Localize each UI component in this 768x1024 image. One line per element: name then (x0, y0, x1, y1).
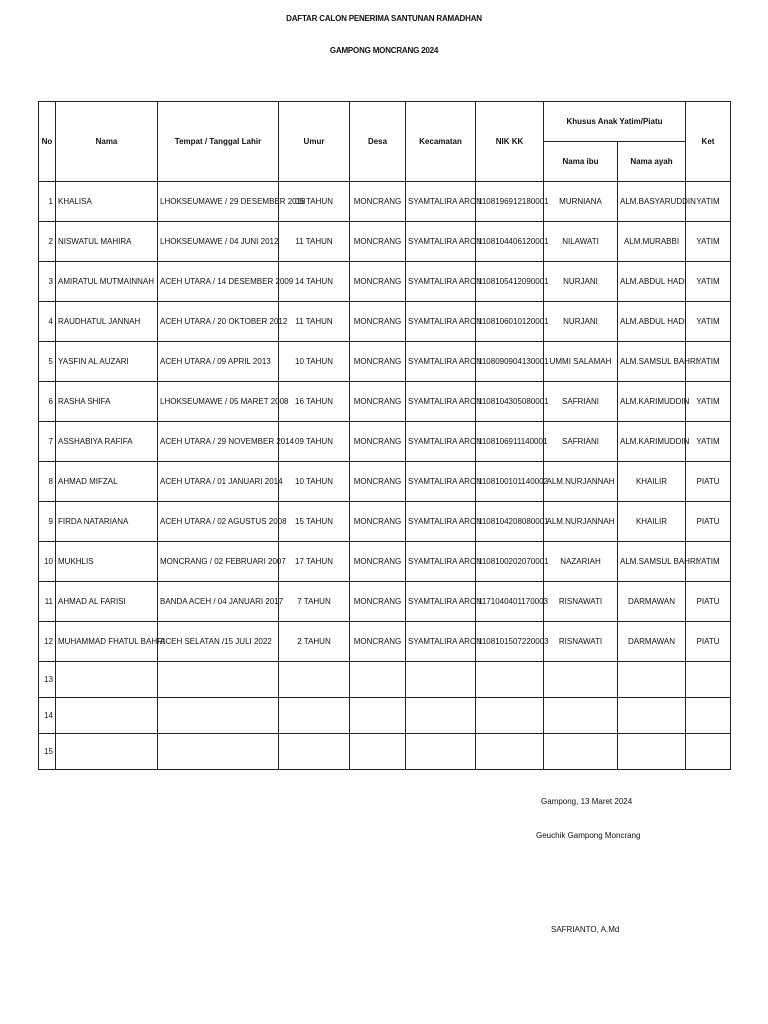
cell-desa: MONCRANG (350, 462, 406, 502)
cell-ttl: ACEH UTARA / 14 DESEMBER 2009 (158, 262, 279, 302)
table-row (39, 182, 731, 222)
cell-ibu (544, 734, 618, 770)
cell-kecamatan: SYAMTALIRA ARON (406, 262, 476, 302)
cell-kecamatan: SYAMTALIRA ARON (406, 422, 476, 462)
column-header-no: No (39, 102, 56, 182)
table-row (39, 462, 731, 502)
table-row (39, 582, 731, 622)
cell-desa: MONCRANG (350, 382, 406, 422)
cell-ket: YATIM (686, 302, 731, 342)
cell-ket: PIATU (686, 582, 731, 622)
table-row (39, 222, 731, 262)
cell-nama (56, 734, 158, 770)
cell-ibu: NILAWATI (544, 222, 618, 262)
table-row (39, 622, 731, 662)
column-header-ibu: Nama ibu (544, 142, 618, 182)
cell-nik: 1108100101140002 (476, 462, 544, 502)
cell-kecamatan: SYAMTALIRA ARON (406, 382, 476, 422)
cell-nik: 1108104208080001 (476, 502, 544, 542)
cell-ibu: RISNAWATI (544, 622, 618, 662)
cell-nik: 1108104305080001 (476, 382, 544, 422)
cell-ayah: ALM.KARIMUDDIN (618, 382, 686, 422)
cell-ket (686, 698, 731, 734)
cell-ibu: NAZARIAH (544, 542, 618, 582)
cell-ttl: LHOKSEUMAWE / 29 DESEMBER 2018 (158, 182, 279, 222)
cell-nik: 1108105412090001 (476, 262, 544, 302)
cell-no: 4 (39, 302, 56, 342)
cell-ket: PIATU (686, 502, 731, 542)
cell-nama: YASFIN AL AUZARI (56, 342, 158, 382)
cell-kecamatan: SYAMTALIRA ARON (406, 582, 476, 622)
cell-desa (350, 662, 406, 698)
cell-ayah: KHAILIR (618, 502, 686, 542)
cell-ibu (544, 698, 618, 734)
cell-ibu (544, 662, 618, 698)
cell-ket: PIATU (686, 462, 731, 502)
cell-ibu: SAFRIANI (544, 382, 618, 422)
signature-role: Geuchik Gampong Moncrang (536, 831, 641, 840)
cell-nama (56, 662, 158, 698)
column-header-desa: Desa (350, 102, 406, 182)
cell-ibu: NURJANI (544, 262, 618, 302)
cell-kecamatan (406, 698, 476, 734)
cell-nik: 1108106911140001 (476, 422, 544, 462)
column-header-ayah: Nama ayah (618, 142, 686, 182)
cell-nama: FIRDA NATARIANA (56, 502, 158, 542)
cell-kecamatan: SYAMTALIRA ARON (406, 622, 476, 662)
cell-no: 13 (39, 662, 56, 698)
table-row (39, 382, 731, 422)
cell-ttl: ACEH SELATAN /15 JULI 2022 (158, 622, 279, 662)
cell-ttl: LHOKSEUMAWE / 04 JUNI 2012 (158, 222, 279, 262)
cell-nama: AHMAD MIFZAL (56, 462, 158, 502)
cell-nama: RAUDHATUL JANNAH (56, 302, 158, 342)
cell-kecamatan: SYAMTALIRA ARON (406, 542, 476, 582)
column-header-umur: Umur (279, 102, 350, 182)
cell-ttl (158, 662, 279, 698)
cell-ket: YATIM (686, 422, 731, 462)
cell-ayah (618, 734, 686, 770)
cell-umur (279, 734, 350, 770)
table-row-empty (39, 734, 731, 770)
cell-ttl: BANDA ACEH / 04 JANUARI 2017 (158, 582, 279, 622)
document-title: DAFTAR CALON PENERIMA SANTUNAN RAMADHAN (286, 14, 482, 23)
cell-nama: KHALISA (56, 182, 158, 222)
cell-nama: ASSHABIYA RAFIFA (56, 422, 158, 462)
cell-no: 1 (39, 182, 56, 222)
cell-nik: 1108196912180001 (476, 182, 544, 222)
column-header-nama: Nama (56, 102, 158, 182)
cell-kecamatan: SYAMTALIRA ARON (406, 182, 476, 222)
column-header-khusus: Khusus Anak Yatim/Piatu (544, 102, 686, 142)
cell-ibu: MURNIANA (544, 182, 618, 222)
cell-ket: PIATU (686, 622, 731, 662)
cell-ayah (618, 698, 686, 734)
cell-kecamatan: SYAMTALIRA ARON (406, 462, 476, 502)
cell-ayah: ALM.ABDUL HADI (618, 302, 686, 342)
cell-umur: 15 TAHUN (279, 502, 350, 542)
cell-ibu: SAFRIANI (544, 422, 618, 462)
cell-desa: MONCRANG (350, 622, 406, 662)
cell-ayah: ALM.MURABBI (618, 222, 686, 262)
cell-umur: 10 TAHUN (279, 342, 350, 382)
cell-nama: AHMAD AL FARISI (56, 582, 158, 622)
cell-no: 9 (39, 502, 56, 542)
cell-ttl (158, 734, 279, 770)
cell-no: 2 (39, 222, 56, 262)
cell-ayah (618, 662, 686, 698)
cell-desa (350, 734, 406, 770)
cell-ayah: DARMAWAN (618, 582, 686, 622)
table-row (39, 302, 731, 342)
cell-ayah: DARMAWAN (618, 622, 686, 662)
cell-nama (56, 698, 158, 734)
cell-umur: 05 TAHUN (279, 182, 350, 222)
cell-nama: NISWATUL MAHIRA (56, 222, 158, 262)
cell-ttl: MONCRANG / 02 FEBRUARI 2007 (158, 542, 279, 582)
cell-desa: MONCRANG (350, 582, 406, 622)
column-header-ket: Ket (686, 102, 731, 182)
cell-no: 7 (39, 422, 56, 462)
cell-nama: AMIRATUL MUTMAINNAH (56, 262, 158, 302)
cell-desa: MONCRANG (350, 422, 406, 462)
cell-umur (279, 662, 350, 698)
cell-ttl: LHOKSEUMAWE / 05 MARET 2008 (158, 382, 279, 422)
cell-umur: 16 TAHUN (279, 382, 350, 422)
cell-nik: 1108100202070001 (476, 542, 544, 582)
cell-no: 8 (39, 462, 56, 502)
cell-desa (350, 698, 406, 734)
table-row (39, 502, 731, 542)
document-subtitle: GAMPONG MONCRANG 2024 (329, 46, 439, 55)
cell-ket: YATIM (686, 262, 731, 302)
cell-umur (279, 698, 350, 734)
cell-ket: YATIM (686, 182, 731, 222)
table-row (39, 422, 731, 462)
cell-desa: MONCRANG (350, 222, 406, 262)
cell-kecamatan: SYAMTALIRA ARON (406, 302, 476, 342)
cell-nik: 1108104406120001 (476, 222, 544, 262)
cell-ayah: ALM.BASYARUDDIN (618, 182, 686, 222)
cell-ibu: RISNAWATI (544, 582, 618, 622)
cell-nik: 1108106010120001 (476, 302, 544, 342)
cell-no: 14 (39, 698, 56, 734)
cell-ibu: NURJANI (544, 302, 618, 342)
cell-ket (686, 662, 731, 698)
cell-ket: YATIM (686, 342, 731, 382)
table-row (39, 342, 731, 382)
table-row (39, 262, 731, 302)
cell-nama: RASHA SHIFA (56, 382, 158, 422)
cell-ttl (158, 698, 279, 734)
cell-nama: MUHAMMAD FHATUL BAHRI (56, 622, 158, 662)
cell-umur: 7 TAHUN (279, 582, 350, 622)
cell-desa: MONCRANG (350, 302, 406, 342)
table-row (39, 542, 731, 582)
cell-ttl: ACEH UTARA / 29 NOVEMBER 2014 (158, 422, 279, 462)
cell-ket: YATIM (686, 222, 731, 262)
signature-place-date: Gampong, 13 Maret 2024 (541, 797, 633, 806)
cell-ttl: ACEH UTARA / 20 OKTOBER 2012 (158, 302, 279, 342)
cell-ayah: KHAILIR (618, 462, 686, 502)
cell-nik: 1108090904130001 (476, 342, 544, 382)
table-row-empty (39, 698, 731, 734)
cell-ayah: ALM.SAMSUL BAHRI (618, 342, 686, 382)
cell-ket (686, 734, 731, 770)
cell-desa: MONCRANG (350, 182, 406, 222)
cell-no: 6 (39, 382, 56, 422)
cell-nik: 1108101507220003 (476, 622, 544, 662)
column-header-ttl: Tempat / Tanggal Lahir (158, 102, 279, 182)
cell-no: 10 (39, 542, 56, 582)
table-body (39, 182, 731, 770)
cell-no: 3 (39, 262, 56, 302)
column-header-kecamatan: Kecamatan (406, 102, 476, 182)
cell-umur: 11 TAHUN (279, 222, 350, 262)
cell-nik (476, 698, 544, 734)
cell-no: 11 (39, 582, 56, 622)
cell-umur: 14 TAHUN (279, 262, 350, 302)
table-row-empty (39, 662, 731, 698)
cell-nik: 1171040401170003 (476, 582, 544, 622)
cell-ibu: ALM.NURJANNAH (544, 462, 618, 502)
cell-ttl: ACEH UTARA / 09 APRIL 2013 (158, 342, 279, 382)
cell-ket: YATIM (686, 542, 731, 582)
cell-desa: MONCRANG (350, 542, 406, 582)
cell-no: 12 (39, 622, 56, 662)
cell-ket: YATIM (686, 382, 731, 422)
cell-nik (476, 734, 544, 770)
cell-umur: 10 TAHUN (279, 462, 350, 502)
cell-ibu: ALM.NURJANNAH (544, 502, 618, 542)
cell-kecamatan: SYAMTALIRA ARON (406, 342, 476, 382)
cell-ttl: ACEH UTARA / 02 AGUSTUS 2008 (158, 502, 279, 542)
cell-ayah: ALM.SAMSUL BAHRI (618, 542, 686, 582)
cell-ayah: ALM.KARIMUDDIN (618, 422, 686, 462)
cell-umur: 09 TAHUN (279, 422, 350, 462)
cell-umur: 11 TAHUN (279, 302, 350, 342)
cell-kecamatan: SYAMTALIRA ARON (406, 222, 476, 262)
column-header-nik: NIK KK (476, 102, 544, 182)
cell-nik (476, 662, 544, 698)
cell-desa: MONCRANG (350, 342, 406, 382)
cell-ttl: ACEH UTARA / 01 JANUARI 2014 (158, 462, 279, 502)
cell-umur: 17 TAHUN (279, 542, 350, 582)
cell-ayah: ALM.ABDUL HADI (618, 262, 686, 302)
cell-desa: MONCRANG (350, 262, 406, 302)
cell-no: 5 (39, 342, 56, 382)
cell-umur: 2 TAHUN (279, 622, 350, 662)
cell-desa: MONCRANG (350, 502, 406, 542)
cell-kecamatan (406, 734, 476, 770)
signature-name: SAFRIANTO, A.Md (551, 925, 620, 934)
cell-kecamatan (406, 662, 476, 698)
table-header (39, 102, 731, 182)
recipient-table (38, 101, 731, 770)
cell-kecamatan: SYAMTALIRA ARON (406, 502, 476, 542)
cell-nama: MUKHLIS (56, 542, 158, 582)
cell-ibu: UMMI SALAMAH (544, 342, 618, 382)
cell-no: 15 (39, 734, 56, 770)
